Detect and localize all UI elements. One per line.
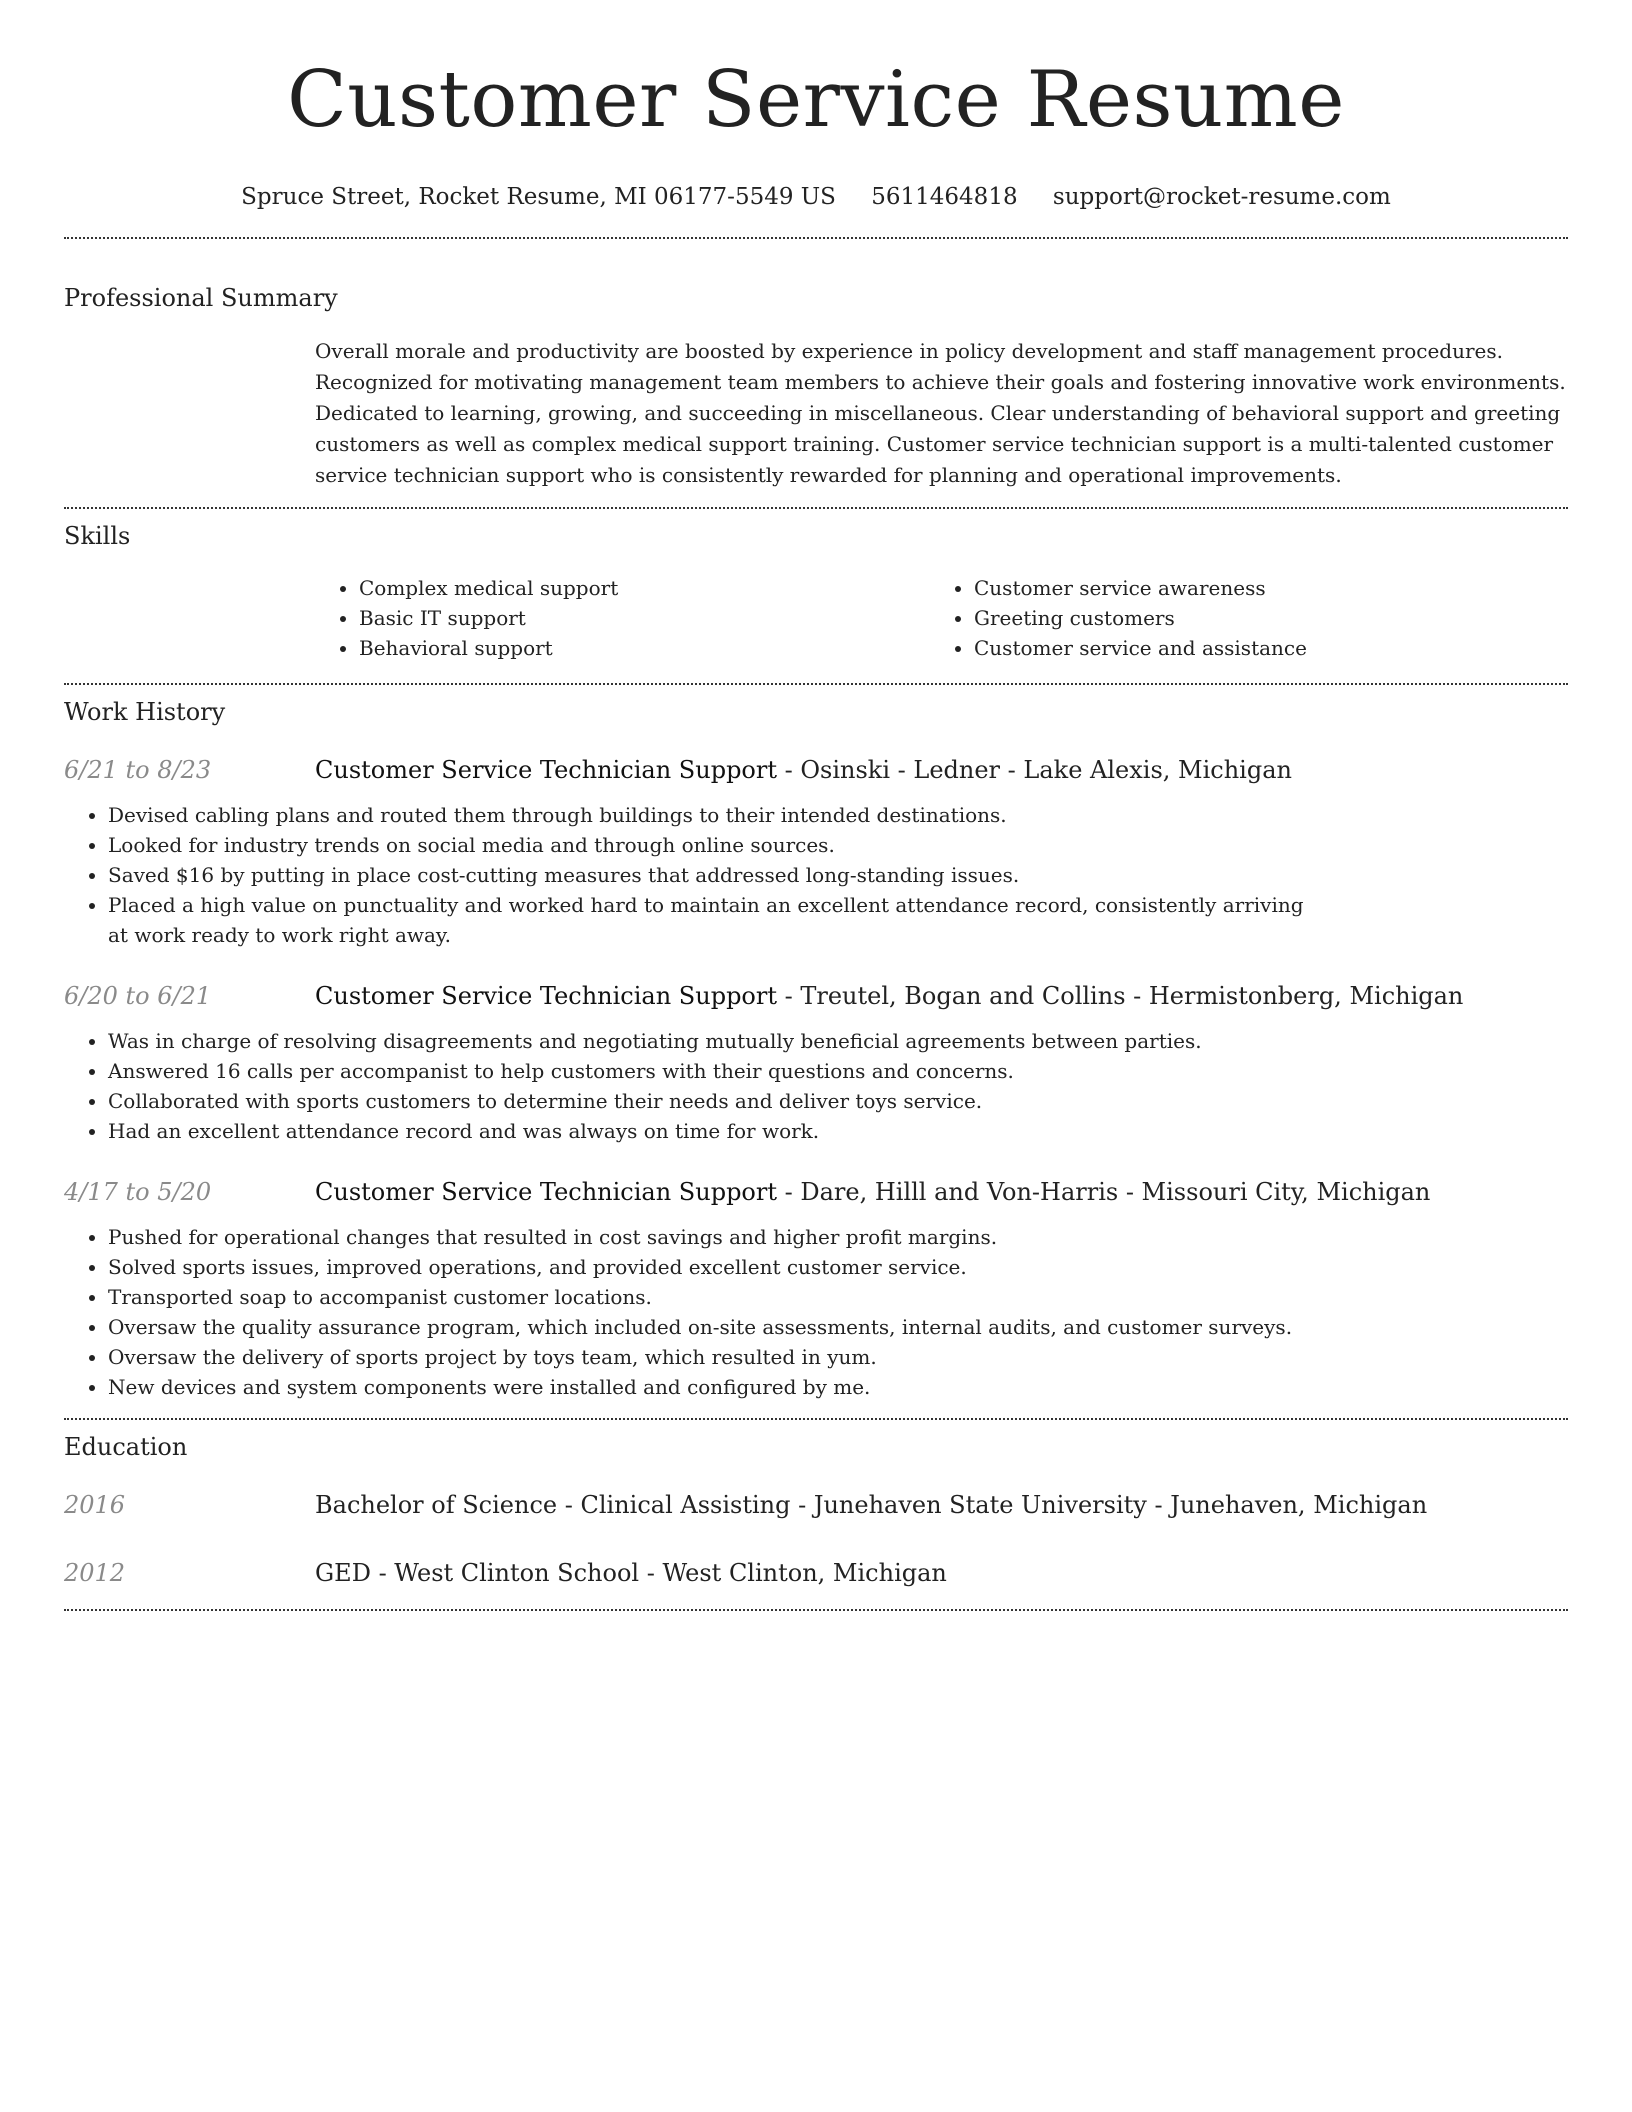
education-heading: Education [64, 1433, 188, 1461]
job-bullet: • Answered 16 calls per accompanist to help customers with their questions and concerns. [108, 1056, 1317, 1086]
education-year: 2016 [64, 1491, 126, 1519]
job-bullets [64, 1026, 1317, 1146]
summary-heading: Professional Summary [64, 284, 338, 312]
job-dates: 6/20 to 6/21 [64, 982, 212, 1010]
resume-page [64, 0, 1568, 1611]
education-section [64, 1431, 1568, 1589]
job-bullet: • Solved sports issues, improved operations, and provided excellent customer service. [108, 1252, 1317, 1282]
job-bullet: • Had an excellent attendance record and was always on time for work. [108, 1116, 1317, 1146]
job-bullet: • Pushed for operational changes that resulted in cost savings and higher profit margins. [108, 1222, 1317, 1252]
work-history-heading: Work History [64, 698, 226, 726]
contact-phone: 5611464818 [871, 184, 1018, 210]
job-bullet: • Transported soap to accompanist customer locations. [108, 1282, 1317, 1312]
job-bullet: • Placed a high value on punctuality and worked hard to maintain an excellent attendance record, consistently arriving at work ready to work right away. [108, 890, 1317, 950]
job-title: Customer Service Technician Support [315, 1178, 777, 1206]
job-bullet: • Oversaw the quality assurance program, which included on-site assessments, internal audits, and customer surveys. [108, 1312, 1317, 1342]
job-dates: 4/17 to 5/20 [64, 1178, 212, 1206]
job-bullet: • Devised cabling plans and routed them through buildings to their intended destinations. [108, 800, 1317, 830]
summary-section [64, 282, 1568, 491]
education-entry [64, 1557, 1568, 1589]
job-dates: 6/21 to 8/23 [64, 756, 212, 784]
education-text: Bachelor of Science - Clinical Assisting - Junehaven State University - Junehaven, Michigan [315, 1491, 1428, 1519]
job-entry [64, 980, 1568, 1146]
education-year: 2012 [64, 1559, 126, 1587]
contact-email: support@rocket-resume.com [1052, 184, 1391, 210]
job-details: - Osinski - Ledner - Lake Alexis, Michigan [777, 756, 1292, 784]
job-bullet: • New devices and system components were installed and configured by me. [108, 1372, 1317, 1402]
job-heading [315, 754, 1292, 786]
section-divider [64, 1609, 1568, 1611]
skills-heading: Skills [64, 522, 131, 550]
job-bullet: • Saved $16 by putting in place cost-cutting measures that addressed long-standing issues. [108, 860, 1317, 890]
skill-item: • Basic IT support [359, 603, 930, 633]
contact-address: Spruce Street, Rocket Resume, MI 06177-5549 US [241, 184, 836, 210]
skills-list [315, 573, 1568, 663]
section-divider [64, 237, 1568, 239]
section-divider [64, 507, 1568, 509]
job-bullet: • Looked for industry trends on social media and through online sources. [108, 830, 1317, 860]
job-details: - Treutel, Bogan and Collins - Hermistonberg, Michigan [777, 982, 1464, 1010]
contact-line [64, 182, 1568, 212]
skill-item: • Greeting customers [974, 603, 1545, 633]
job-entry [64, 1176, 1568, 1402]
summary-text: Overall morale and productivity are boosted by experience in policy development and staff management procedures. Recognized for motivating management team members to achieve their goals and fostering innovative work environments. Dedicated to learning, growing, and succeeding in miscellaneous. Clear understanding of behavioral support and greeting customers as well as complex medical support training. Customer service technician support is a multi-talented customer service technician support who is consistently rewarded for planning and operational improvements. [315, 339, 1566, 487]
education-text: GED - West Clinton School - West Clinton, Michigan [315, 1559, 947, 1587]
skill-item: • Complex medical support [359, 573, 930, 603]
education-entry [64, 1489, 1568, 1521]
skills-column-left [315, 573, 930, 663]
job-bullets [64, 1222, 1317, 1402]
job-bullets [64, 800, 1317, 950]
job-heading [315, 1176, 1430, 1208]
job-bullet: • Was in charge of resolving disagreements and negotiating mutually beneficial agreements between parties. [108, 1026, 1317, 1056]
job-bullet: • Oversaw the delivery of sports project by toys team, which resulted in yum. [108, 1342, 1317, 1372]
resume-name: Customer Service Resume [287, 55, 1345, 145]
skills-section [64, 520, 1568, 663]
job-bullet: • Collaborated with sports customers to determine their needs and deliver toys service. [108, 1086, 1317, 1116]
job-header [64, 980, 1568, 1012]
job-title: Customer Service Technician Support [315, 756, 777, 784]
skill-item: • Customer service awareness [974, 573, 1545, 603]
section-divider [64, 1418, 1568, 1420]
job-heading [315, 980, 1463, 1012]
work-history-section [64, 696, 1568, 1402]
job-header [64, 754, 1568, 786]
skill-item: • Customer service and assistance [974, 633, 1545, 663]
skill-item: • Behavioral support [359, 633, 930, 663]
job-details: - Dare, Hilll and Von-Harris - Missouri City, Michigan [777, 1178, 1431, 1206]
job-entry [64, 754, 1568, 950]
skills-column-right [930, 573, 1545, 663]
job-header [64, 1176, 1568, 1208]
job-title: Customer Service Technician Support [315, 982, 777, 1010]
section-divider [64, 683, 1568, 685]
